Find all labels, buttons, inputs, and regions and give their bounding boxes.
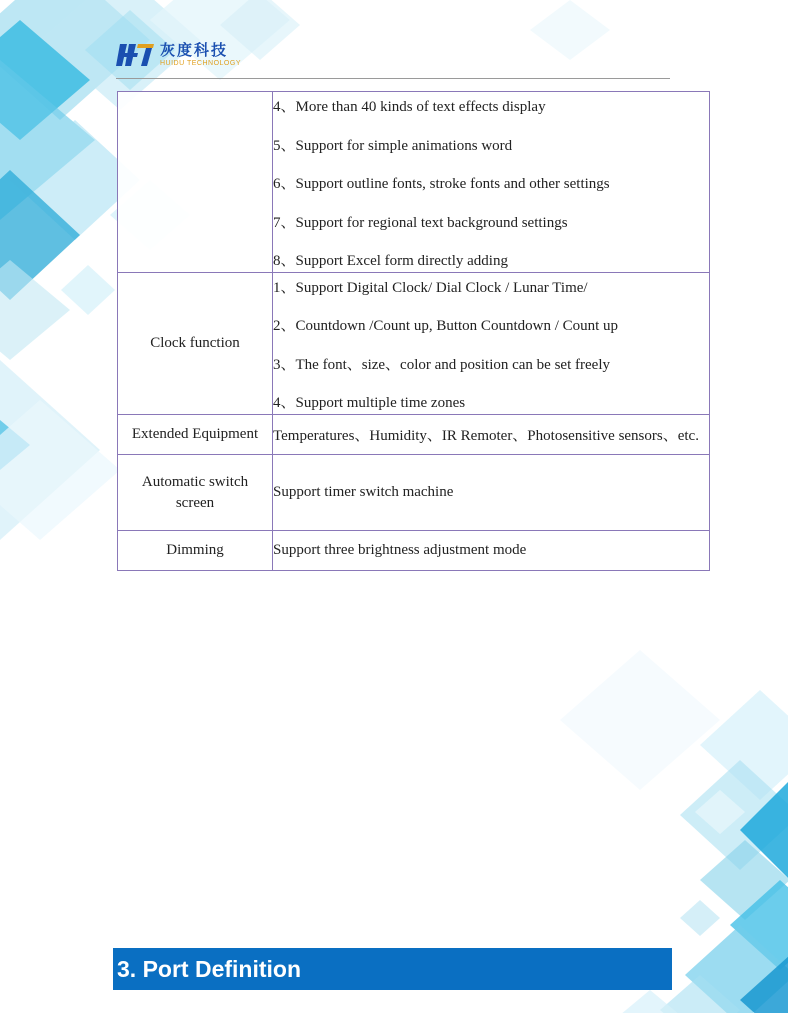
table-row — [118, 415, 710, 455]
feature-line: 3、The font、size、color and position can be set freely — [273, 356, 610, 373]
logo-text — [160, 43, 241, 67]
feature-line: Temperatures、Humidity、IR Remoter、Photosensitive sensors、etc. — [273, 428, 699, 444]
row-label — [118, 92, 273, 273]
row-label-dimming: Dimming — [118, 531, 273, 571]
row-content — [273, 531, 710, 571]
row-content — [273, 415, 710, 455]
label-line: Automatic switch — [141, 473, 249, 490]
specification-table — [117, 91, 710, 571]
feature-line: 7、Support for regional text background settings — [273, 214, 568, 231]
logo-chinese-name: 灰度科技 — [160, 41, 229, 59]
feature-line: Support three brightness adjustment mode — [273, 542, 527, 558]
company-header — [116, 40, 241, 70]
feature-line: 6、Support outline fonts, stroke fonts and other settings — [273, 176, 610, 192]
section-title: 3. Port Definition — [117, 955, 301, 982]
table-row — [118, 92, 710, 273]
table-row — [118, 531, 710, 571]
feature-line: 4、Support multiple time zones — [273, 394, 466, 411]
row-label-extended-equipment: Extended Equipment — [118, 415, 273, 455]
feature-line: 5、Support for simple animations word — [273, 137, 513, 154]
section-heading-bar — [113, 948, 672, 990]
table-row — [118, 455, 710, 531]
feature-line: 8、Support Excel form directly adding — [273, 253, 508, 269]
header-divider — [116, 78, 670, 79]
row-content — [273, 455, 710, 531]
feature-line: 4、More than 40 kinds of text effects display — [273, 99, 546, 115]
row-label-automatic-switch-screen — [118, 455, 273, 531]
huidu-logo-icon — [116, 40, 156, 70]
row-content — [273, 92, 710, 273]
feature-line: 1、Support Digital Clock/ Dial Clock / Lunar Time/ — [273, 280, 588, 296]
row-content — [273, 273, 710, 415]
feature-line: 2、Countdown /Count up, Button Countdown / Count up — [273, 318, 619, 335]
label-line: screen — [175, 494, 215, 511]
feature-line: Support timer switch machine — [273, 484, 454, 500]
table-row — [118, 273, 710, 415]
row-label-clock-function: Clock function — [118, 273, 273, 415]
logo-english-name: HUIDU TECHNOLOGY — [160, 60, 241, 67]
